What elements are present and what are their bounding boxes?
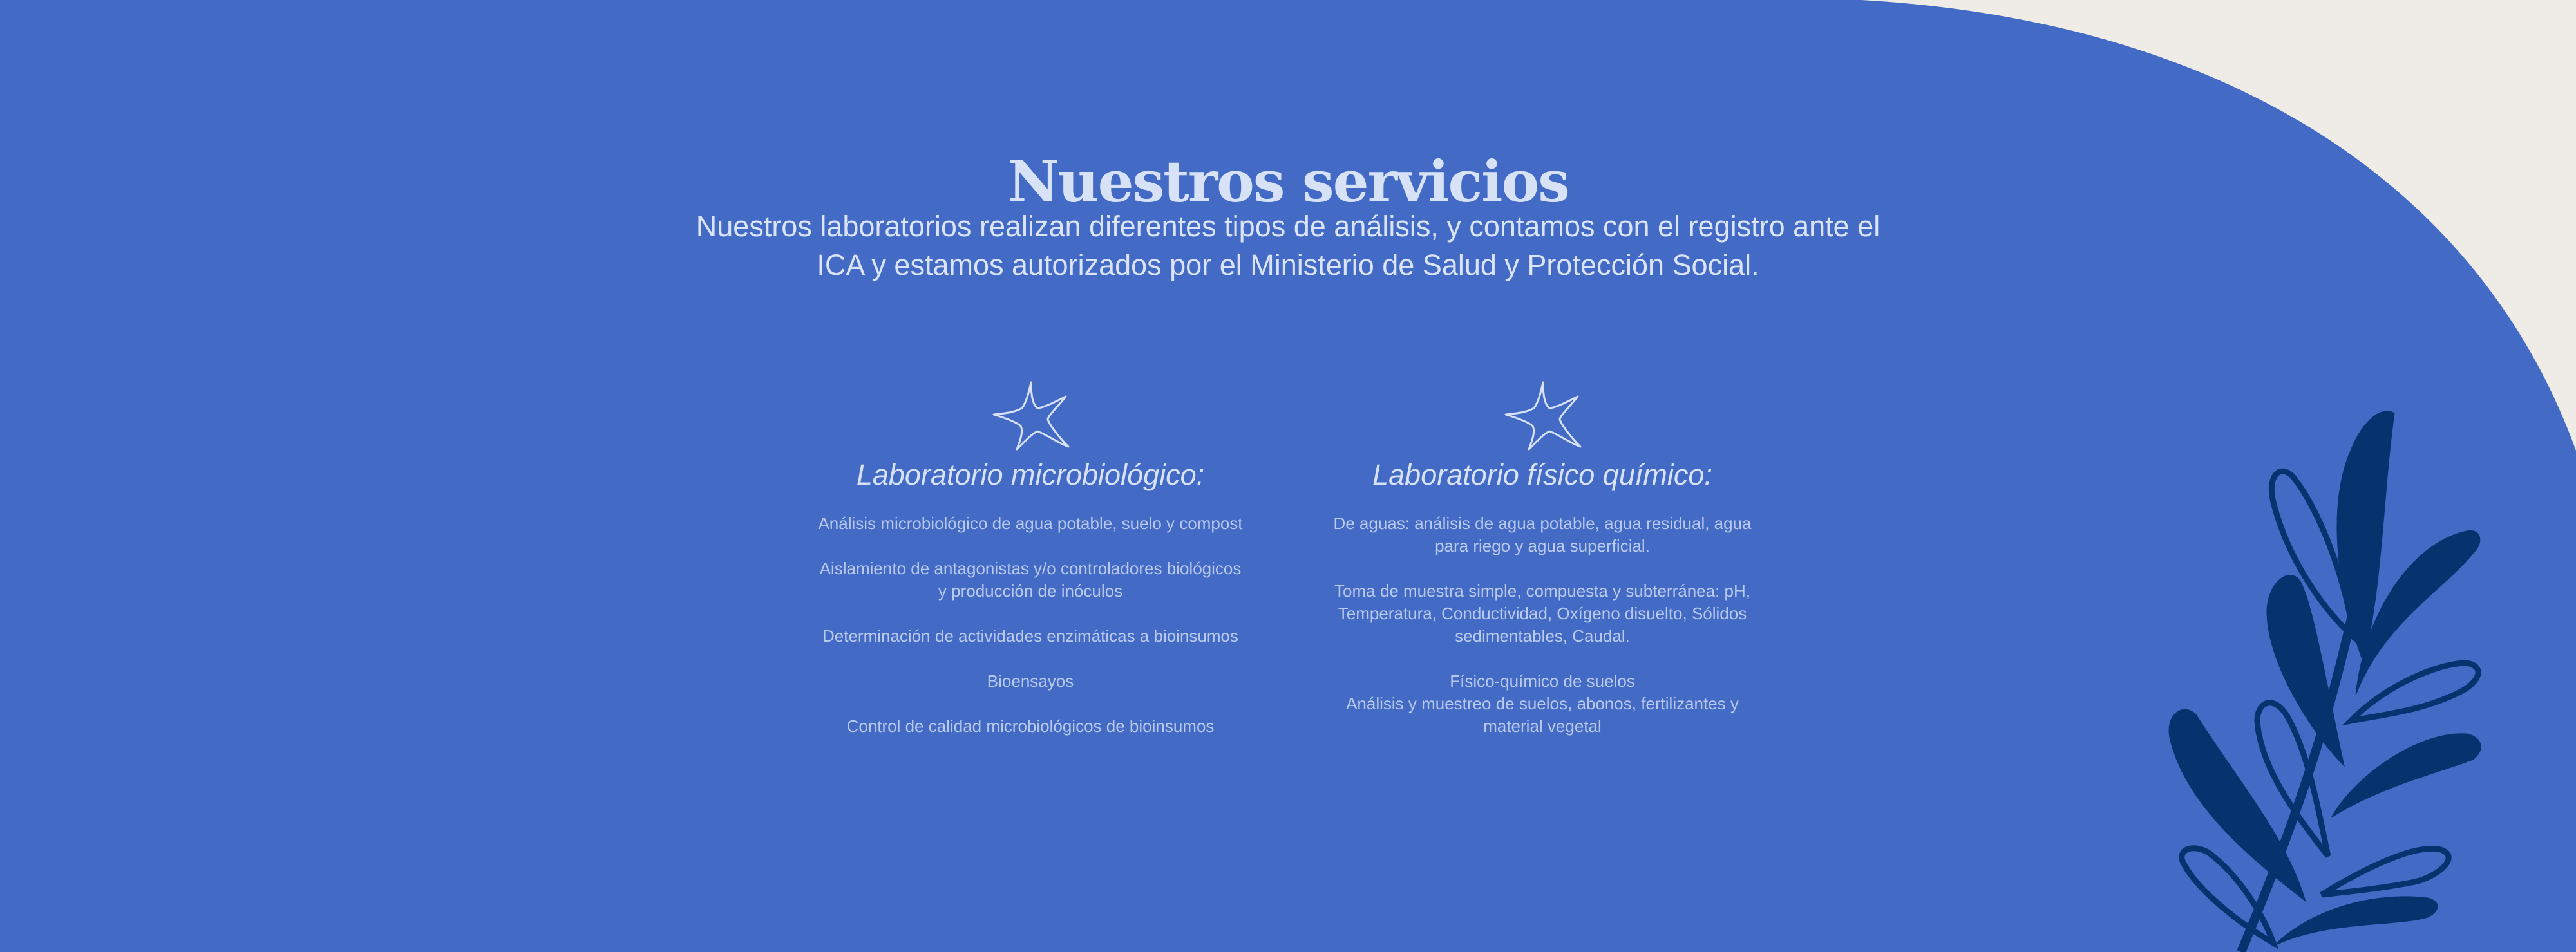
- service-title: Laboratorio microbiológico:: [856, 458, 1205, 491]
- service-list: [1317, 512, 1768, 738]
- service-item: Análisis microbiológico de agua potable, suelo y compost: [818, 514, 1243, 533]
- leaf-branch-illustration: [2080, 393, 2531, 952]
- page-title: Nuestros servicios: [1007, 148, 1569, 215]
- service-item: Físico-químico de suelos: [1450, 671, 1635, 691]
- service-item: Determinación de actividades enzimáticas a bioinsumos: [822, 626, 1238, 646]
- service-item: Bioensayos: [987, 671, 1074, 691]
- service-item: De aguas: análisis de agua potable, agua residual, agua para riego y agua superficial.: [1333, 514, 1752, 555]
- service-item: Análisis y muestreo de suelos, abonos, fertilizantes y material vegetal: [1346, 694, 1739, 736]
- service-title: Laboratorio físico químico:: [1372, 458, 1712, 491]
- service-item: Toma de muestra simple, compuesta y subterránea: pH, Temperatura, Conductividad, Oxígeno disuelto, Sólidos sedimentables, Caudal.: [1334, 581, 1750, 646]
- service-fisico-quimico: [1317, 380, 1768, 760]
- service-microbiologico: [805, 380, 1256, 760]
- star-outline-icon: [1501, 380, 1584, 452]
- service-item: Control de calidad microbiológicos de bioinsumos: [846, 716, 1215, 736]
- service-list: [805, 512, 1256, 738]
- service-item: Aislamiento de antagonistas y/o controladores biológicos y producción de inóculos: [819, 559, 1242, 601]
- star-outline-icon: [989, 380, 1072, 452]
- page-subtitle: Nuestros laboratorios realizan diferentes tipos de análisis, y contamos con el registro ante el ICA y estamos autorizados por el Ministerio de Salud y Protección Social.: [696, 210, 1880, 281]
